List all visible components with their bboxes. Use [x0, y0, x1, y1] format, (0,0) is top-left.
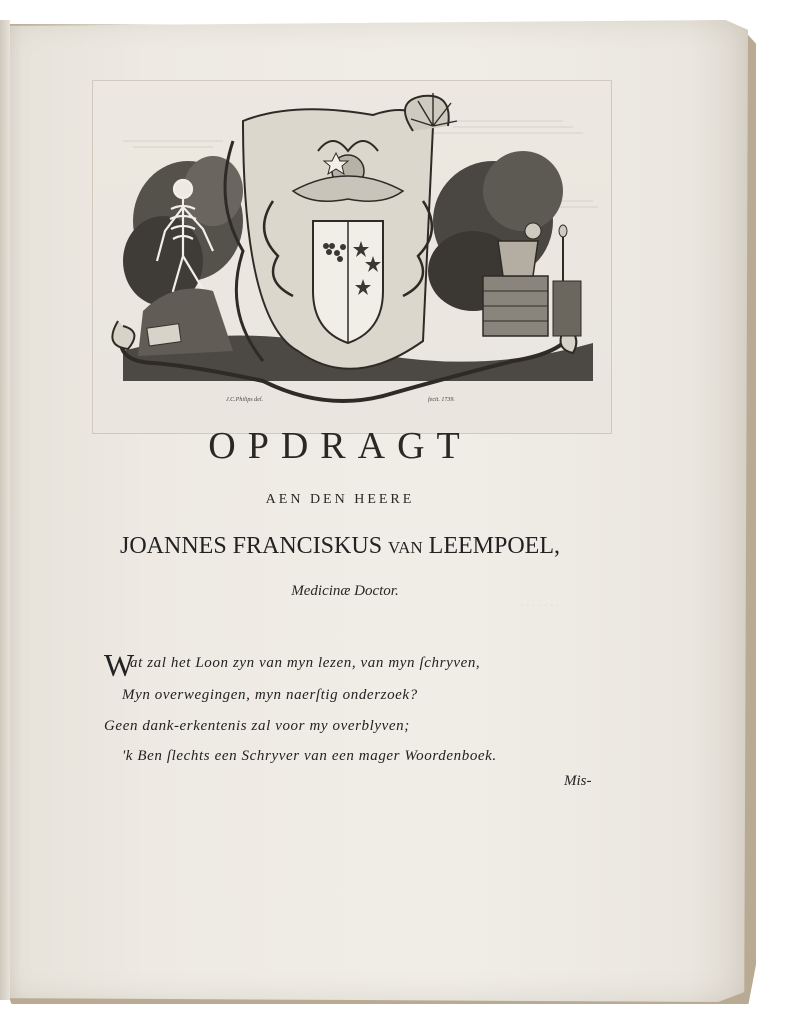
- verse-line: 'k Ben ſlechts een Schryver van een mager Woordenboek.: [122, 748, 497, 764]
- engraving-plate: [92, 80, 612, 434]
- catchword: Mis-: [564, 773, 592, 789]
- dedicatee-surname: van LEEMPOEL,: [388, 533, 561, 559]
- show-through-text: · · · · · · ·: [520, 598, 559, 612]
- page-gutter: [0, 20, 10, 1000]
- page-title: OPDRAGT: [208, 425, 472, 467]
- dedicatee-first-names: JOANNES FRANCISKUS: [119, 533, 383, 559]
- drop-cap: W: [104, 647, 135, 683]
- dedicatee-degree: Medicinæ Doctor.: [291, 583, 399, 599]
- engraving-credit-right: fecit. 1739.: [428, 397, 455, 403]
- coat-of-arms-engraving: [93, 81, 611, 433]
- dedicatee-name: [0, 533, 680, 560]
- verse-line: Myn overwegingen, myn naerſtig onderzoek?: [122, 687, 418, 703]
- verse-line: at zal het Loon zyn van myn lezen, van myn ſchryven,: [130, 655, 481, 671]
- page-subtitle: AEN DEN HEERE: [265, 492, 415, 507]
- engraving-credit-left: J.C.Philips del.: [226, 397, 263, 403]
- book-icon: [147, 324, 181, 346]
- verse-line: Geen dank-erkentenis zal voor my overblyven;: [104, 718, 410, 734]
